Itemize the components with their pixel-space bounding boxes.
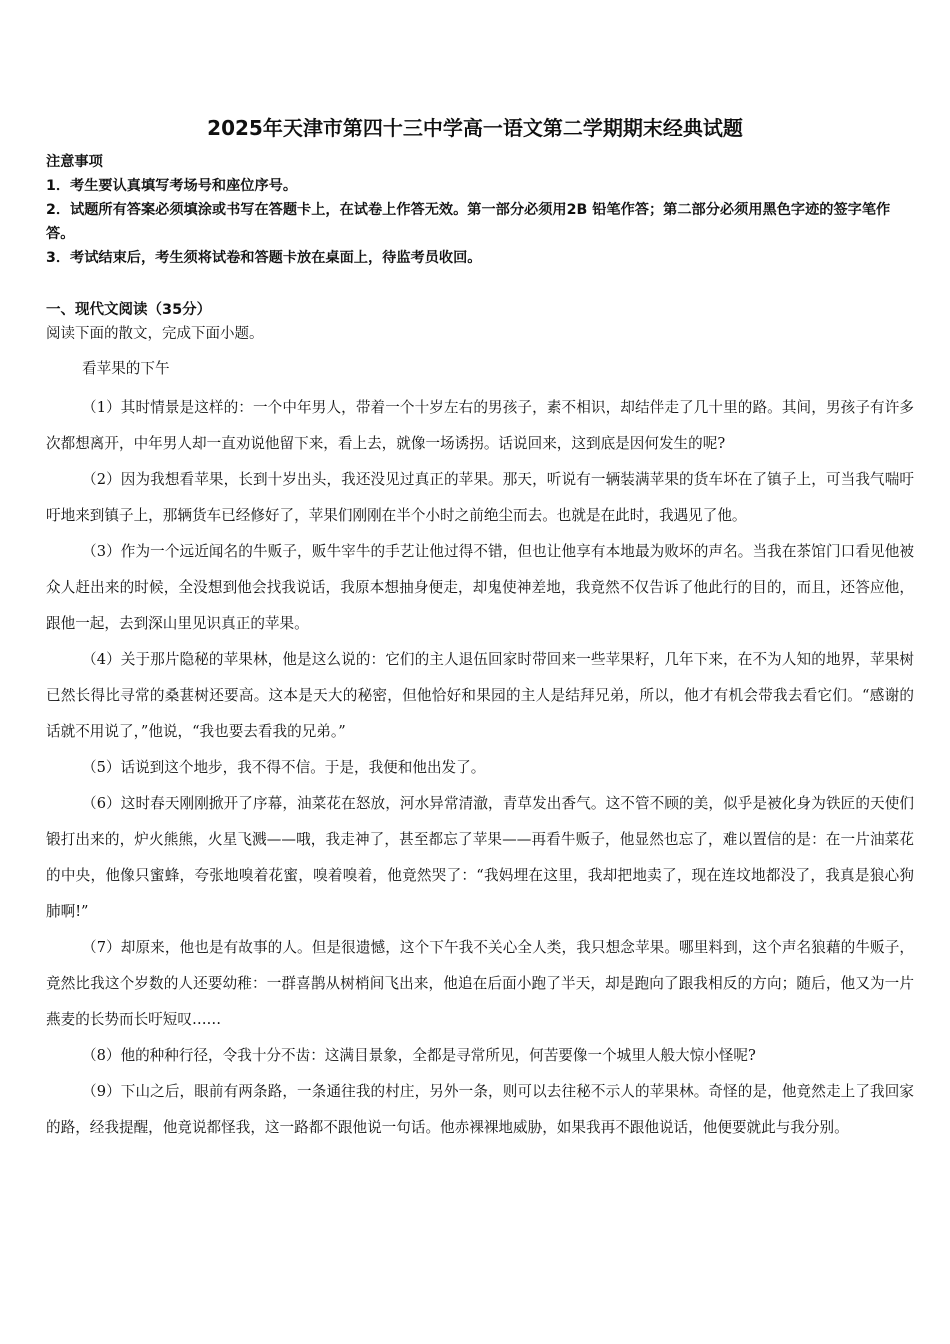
notice-item: 3．考试结束后，考生须将试卷和答题卡放在桌面上，待监考员收回。 (46, 250, 482, 266)
article-paragraph: （6）这时春天刚刚掀开了序幕，油菜花在怒放，河水异常清澈，青草发出香气。这不管不顾的美，似乎是被化身为铁匠的天使们锻打出来的，炉火熊熊，火星飞溅——哦，我走神了，甚至都忘了苹果——再看牛贩子，他显然也忘了，难以置信的是：在一片油菜花的中央，他像只蜜蜂，夸张地嗅着花蜜，嗅着嗅着，他竟然哭了：“我妈埋在这里，我却把地卖了，现在连坟地都没了，我真是狼心狗肺啊!” (46, 795, 914, 920)
notice-item: 2．试题所有答案必须填涂或书写在答题卡上，在试卷上作答无效。第一部分必须用2B 铅笔作答；第二部分必须用黑色字迹的签字笔作答。 (46, 202, 891, 242)
article-title: 看苹果的下午 (82, 360, 170, 377)
article-paragraph: （9）下山之后，眼前有两条路，一条通往我的村庄，另外一条，则可以去往秘不示人的苹果林。奇怪的是，他竟然走上了我回家的路，经我提醒，他竟说都怪我，这一路都不跟他说一句话。他赤裸裸地威胁，如果我再不跟他说话，他便要就此与我分别。 (46, 1083, 914, 1136)
section-heading: 一、现代文阅读（35分） (46, 302, 212, 318)
section-header (46, 298, 908, 346)
notice-block (46, 150, 908, 270)
article-paragraph: （1）其时情景是这样的：一个中年男人，带着一个十岁左右的男孩子，素不相识，却结伴走了几十里的路。其间，男孩子有许多次都想离开，中年男人却一直劝说他留下来，看上去，就像一场诱拐。话说回来，这到底是因何发生的呢? (46, 399, 914, 452)
article-paragraph: （2）因为我想看苹果，长到十岁出头，我还没见过真正的苹果。那天，听说有一辆装满苹果的货车坏在了镇子上，可当我气喘吁吁地来到镇子上，那辆货车已经修好了，苹果们刚刚在半个小时之前绝尘而去。也就是在此时，我遇见了他。 (46, 471, 914, 524)
article-paragraph: （8）他的种种行径，令我十分不齿：这满目景象，全都是寻常所见，何苦要像一个城里人般大惊小怪呢? (82, 1047, 756, 1064)
notice-item: 1．考生要认真填写考场号和座位序号。 (46, 178, 298, 194)
page-title: 2025年天津市第四十三中学高一语文第二学期期末经典试题 (207, 116, 743, 140)
article-paragraph: （4）关于那片隐秘的苹果林，他是这么说的：它们的主人退伍回家时带回来一些苹果籽，几年下来，在不为人知的地界，苹果树已然长得比寻常的桑葚树还要高。这本是天大的秘密，但他恰好和果园的主人是结拜兄弟，所以，他才有机会带我去看它们。“感谢的话就不用说了，”他说，“我也要去看我的兄弟。” (46, 651, 914, 740)
article-paragraph: （5）话说到这个地步，我不得不信。于是，我便和他出发了。 (82, 759, 486, 776)
article-paragraph: （3）作为一个远近闻名的牛贩子，贩牛宰牛的手艺让他过得不错，但也让他享有本地最为败坏的声名。当我在茶馆门口看见他被众人赶出来的时候，全没想到他会找我说话，我原本想抽身便走，却鬼使神差地，我竟然不仅告诉了他此行的目的，而且，还答应他，跟他一起，去到深山里见识真正的苹果。 (46, 543, 914, 632)
section-instruction: 阅读下面的散文，完成下面小题。 (46, 326, 264, 342)
article (46, 356, 914, 1146)
notice-heading: 注意事项 (46, 154, 103, 170)
article-paragraph: （7）却原来，他也是有故事的人。但是很遗憾，这个下午我不关心全人类，我只想念苹果。哪里料到，这个声名狼藉的牛贩子，竟然比我这个岁数的人还要幼稚：一群喜鹊从树梢间飞出来，他追在后面小跑了半天，却是跑向了跟我相反的方向；随后，他又为一片燕麦的长势而长吁短叹…… (46, 939, 914, 1028)
